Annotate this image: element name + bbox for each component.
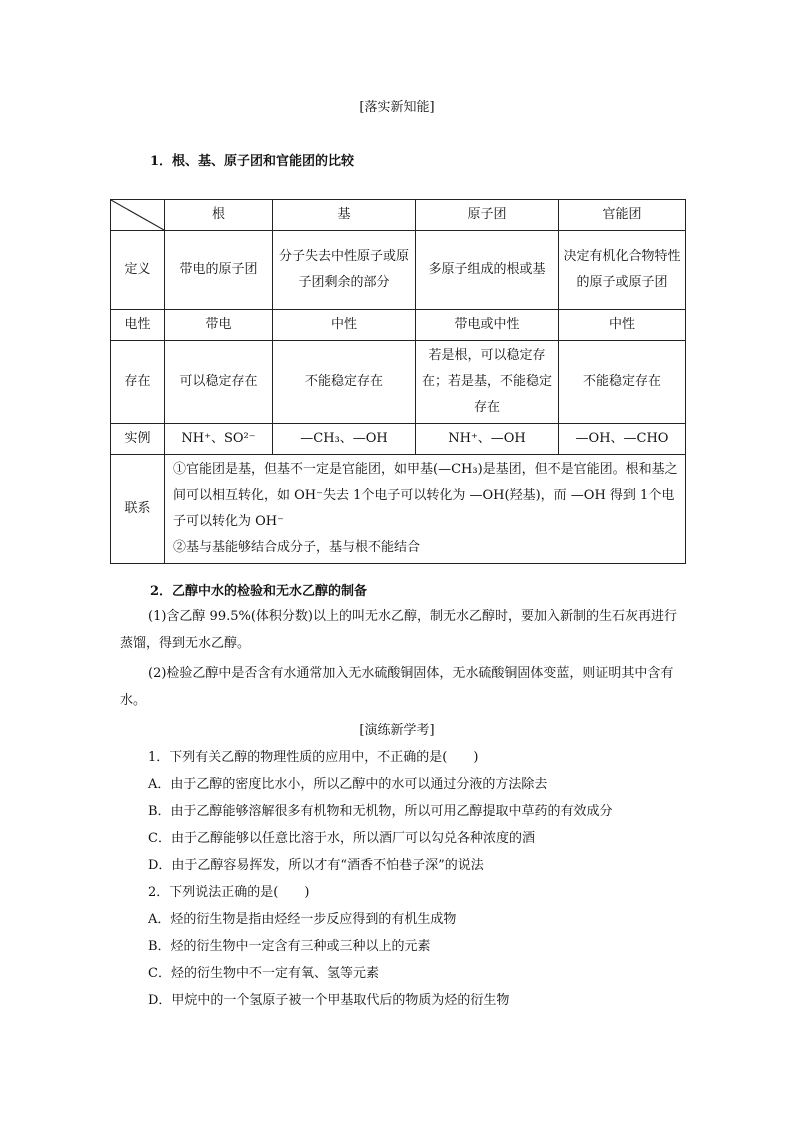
table-cell: 带电的原子团 — [165, 231, 273, 310]
table-cell: 可以稳定存在 — [165, 341, 273, 424]
table-cell: 决定有机化合物特性的原子或原子团 — [559, 231, 686, 310]
table-row — [111, 424, 686, 455]
table-row — [111, 455, 686, 564]
paragraph-2: (2)检验乙醇中是否含有水通常加入无水硫酸铜固体，无水硫酸铜固体变蓝，则证明其中含有水。 — [120, 666, 674, 708]
row-label: 实例 — [111, 424, 165, 455]
heading-ethanol-water: 2．乙醇中水的检验和无水乙醇的制备 — [150, 584, 368, 599]
row-label: 定义 — [111, 231, 165, 310]
question-1-option-c: C．由于乙醇能够以任意比溶于水，所以酒厂可以勾兑各种浓度的酒 — [148, 831, 535, 846]
table-cell: 带电或中性 — [416, 310, 559, 341]
table-header-cell: 基 — [273, 200, 416, 231]
table-cell: —CH₃、—OH — [273, 424, 416, 455]
table-cell: 若是根，可以稳定存在；若是基，不能稳定存在 — [416, 341, 559, 424]
row-label: 存在 — [111, 341, 165, 424]
question-2-stem: 2．下列说法正确的是( ) — [148, 885, 310, 900]
table-cell: 带电 — [165, 310, 273, 341]
table-corner-cell — [111, 200, 165, 231]
table-header-row — [111, 200, 686, 231]
question-1-stem: 1．下列有关乙醇的物理性质的应用中，不正确的是( ) — [148, 750, 479, 765]
question-2-option-c: C．烃的衍生物中不一定有氧、氢等元素 — [148, 966, 379, 981]
section-title-new-knowledge: [落实新知能] — [359, 100, 435, 115]
table-cell: 不能稳定存在 — [273, 341, 416, 424]
table-cell: 多原子组成的根或基 — [416, 231, 559, 310]
table-header-cell: 官能团 — [559, 200, 686, 231]
question-2-option-a: A．烃的衍生物是指由烃经一步反应得到的有机生成物 — [148, 912, 457, 927]
row-label: 联系 — [111, 455, 165, 564]
table-header-cell: 原子团 — [416, 200, 559, 231]
question-1-option-a: A．由于乙醇的密度比水小，所以乙醇中的水可以通过分液的方法除去 — [148, 777, 548, 792]
table-cell: NH⁺、SO²⁻ — [165, 424, 273, 455]
table-row — [111, 341, 686, 424]
table-cell: —OH、—CHO — [559, 424, 686, 455]
table-cell: 中性 — [559, 310, 686, 341]
comparison-table — [110, 199, 686, 564]
diagonal-line — [111, 200, 164, 230]
question-1-option-b: B．由于乙醇能够溶解很多有机物和无机物，所以可用乙醇提取中草药的有效成分 — [148, 804, 613, 819]
table-cell: 分子失去中性原子或原子团剩余的部分 — [273, 231, 416, 310]
relation-cell — [165, 455, 686, 564]
relation-text-2: ②基与基能够结合成分子，基与根不能结合 — [173, 540, 421, 555]
table-cell: NH⁺、—OH — [416, 424, 559, 455]
question-2-option-b: B．烃的衍生物中一定含有三种或三种以上的元素 — [148, 939, 431, 954]
table-cell: 不能稳定存在 — [559, 341, 686, 424]
row-label: 电性 — [111, 310, 165, 341]
paragraph-1: (1)含乙醇 99.5%(体积分数)以上的叫无水乙醇，制无水乙醇时，要加入新制的生石灰再进行蒸馏，得到无水乙醇。 — [120, 609, 677, 651]
question-1-option-d: D．由于乙醇容易挥发，所以才有“酒香不怕巷子深”的说法 — [148, 858, 484, 873]
heading-comparison: 1．根、基、原子团和官能团的比较 — [150, 154, 355, 169]
table-header-cell: 根 — [165, 200, 273, 231]
table-row — [111, 231, 686, 310]
question-2-option-d: D．甲烷中的一个氢原子被一个甲基取代后的物质为烃的衍生物 — [148, 993, 510, 1008]
table-row — [111, 310, 686, 341]
relation-text-1: ①官能团是基，但基不一定是官能团，如甲基(—CH₃)是基团，但不是官能团。根和基之间可以相互转化，如 OH⁻失去 1个电子可以转化为 —OH(羟基)，而 —OH 得到 1个电子可以转化为 OH⁻ — [173, 462, 678, 529]
table-cell: 中性 — [273, 310, 416, 341]
section-title-practice: [演练新学考] — [359, 723, 435, 738]
